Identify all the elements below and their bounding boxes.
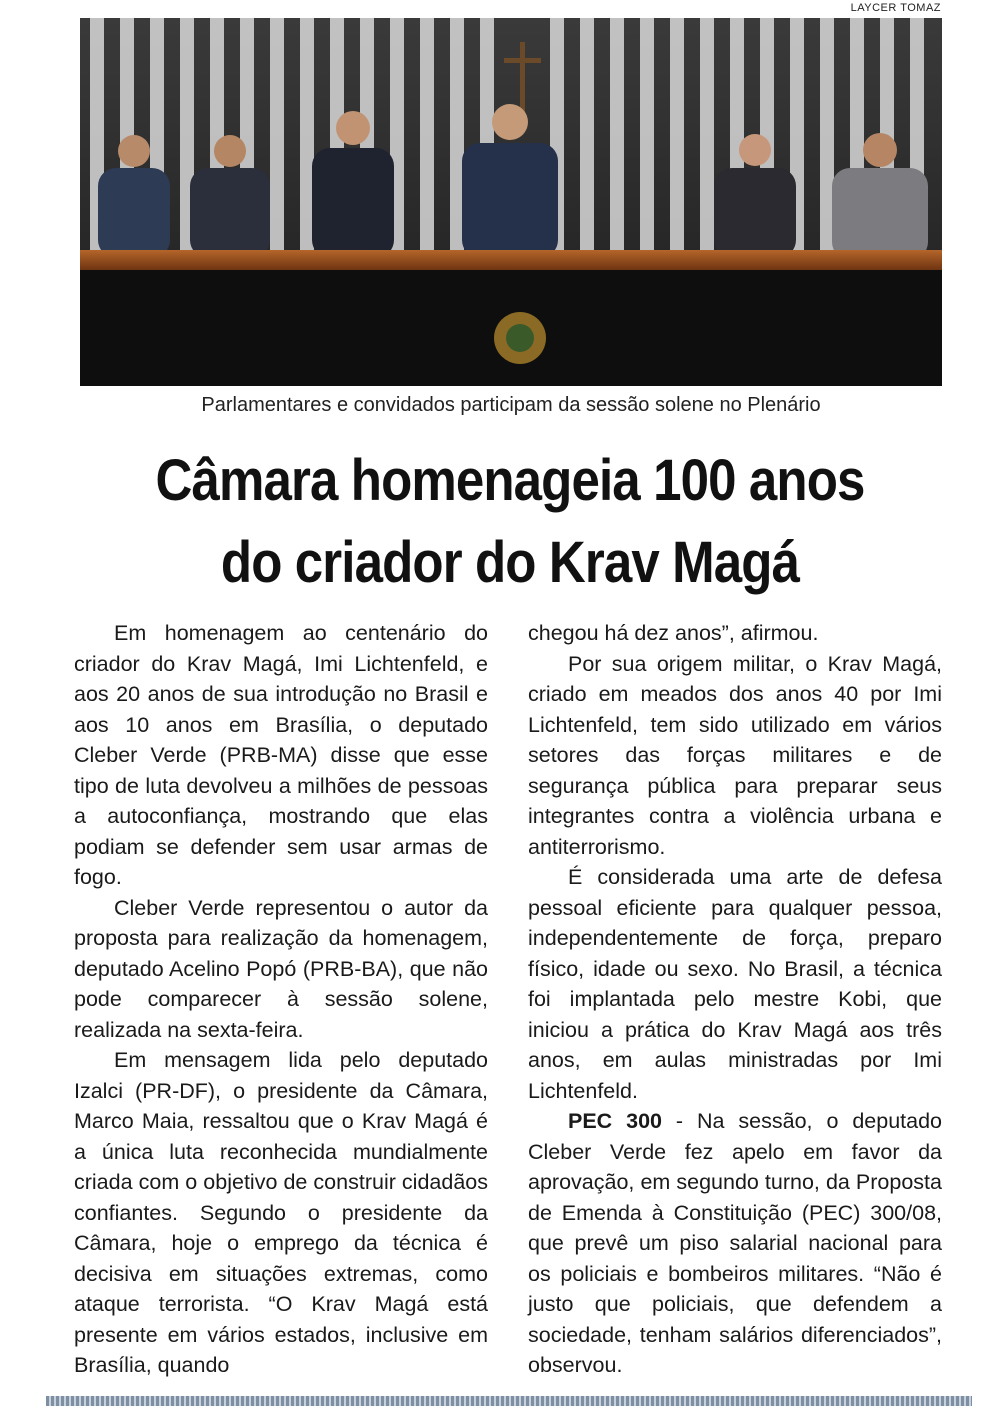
news-photo bbox=[80, 18, 942, 386]
paragraph-pec-300 bbox=[528, 1106, 942, 1381]
paragraph: Cleber Verde representou o autor da proposta para realização da homenagem, deputado Acelino Popó (PRB-BA), que não pode comparecer à sessão solene, realizada na sexta-feira. bbox=[74, 895, 488, 1042]
paragraph: Em homenagem ao centenário do criador do Krav Magá, Imi Lichtenfeld, e aos 20 anos de sua introdução no Brasil e aos 10 anos em Brasília, o deputado Cleber Verde (PRB-MA) disse que esse tipo de luta devolveu a milhões de pessoas a autoconfiança, mostrando que elas podiam se defender sem usar armas de fogo. bbox=[74, 621, 488, 889]
paragraph: Em mensagem lida pelo deputado Izalci (PR-DF), o presidente da Câmara, Marco Maia, ressaltou que o Krav Magá é a única luta reconhecida mundialmente criada com o objetivo de construir cidadãos confiantes. Segundo o presidente da Câmara, hoje o emprego da técnica é decisiva em situações extremas, como ataque terrorista. “O Krav Magá está presente em vários estados, inclusive em Brasília, quando bbox=[74, 1048, 488, 1377]
paragraph-lead: PEC 300 bbox=[568, 1109, 663, 1133]
footer-band bbox=[46, 1396, 972, 1406]
plenary-photo-illustration bbox=[80, 18, 942, 386]
coat-of-arms-icon bbox=[494, 312, 546, 364]
article-column-left bbox=[74, 618, 488, 1381]
paragraph: chegou há dez anos”, afirmou. bbox=[528, 621, 819, 645]
headline-line-2: do criador do Krav Magá bbox=[220, 530, 800, 595]
photo-credit: LAYCER TOMAZ bbox=[850, 2, 941, 14]
headline bbox=[114, 440, 906, 604]
photo-caption: Parlamentares e convidados participam da sessão solene no Plenário bbox=[201, 394, 821, 416]
paragraph-text: - Na sessão, o deputado Cleber Verde fez apelo em favor da aprovação, em segundo turno, da Proposta de Emenda à Constituição (PEC) 300/08, que prevê um piso salarial nacional para os policiais e bombeiros militares. “Não é justo que policiais, que defendem a sociedade, tenham salários diferenciados”, observou. bbox=[528, 1109, 942, 1377]
paragraph: É considerada uma arte de defesa pessoal eficiente para qualquer pessoa, independentemente de força, preparo físico, idade ou sexo. No Brasil, a técnica foi implantada pelo mestre Kobi, que iniciou a prática do Krav Magá aos três anos, em aulas ministradas por Imi Lichtenfeld. bbox=[528, 865, 942, 1103]
article-column-right bbox=[528, 618, 942, 1381]
paragraph: Por sua origem militar, o Krav Magá, criado em meados dos anos 40 por Imi Lichtenfeld, tem sido utilizado em vários setores das forças militares e de segurança pública para preparar seus integrantes contra a violência urbana e antiterrorismo. bbox=[528, 651, 942, 859]
headline-line-1: Câmara homenageia 100 anos bbox=[155, 448, 865, 513]
